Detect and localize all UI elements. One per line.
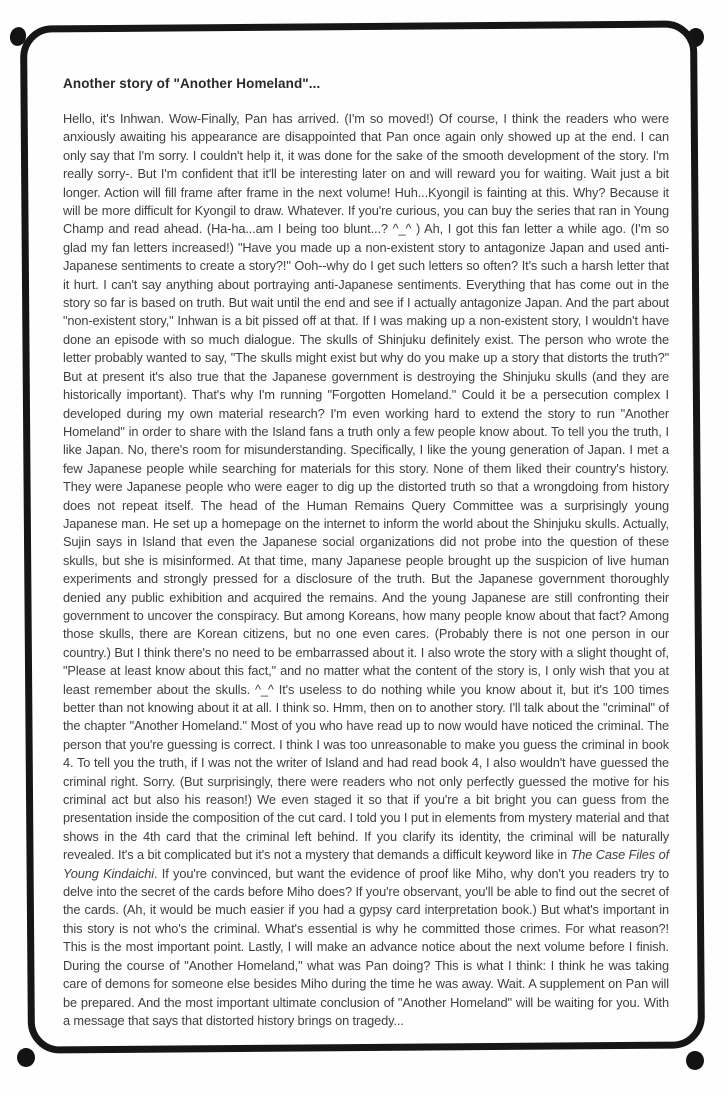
corner-dot-bottom-left <box>17 1048 35 1067</box>
corner-dot-bottom-right <box>686 1051 704 1070</box>
page-title: Another story of "Another Homeland"... <box>63 76 321 91</box>
author-note-text-part1: Hello, it's Inhwan. Wow-Finally, Pan has arrived. (I'm so moved!) Of course, I think the readers who were anxiously awaiting his appearance are disappointed that Pan once again only showed up at the end. I can only say that I'm sorry. I couldn't help it, it was done for the sake of the smooth development of the story. I'm really sorry-. But I'm confident that it'll be interesting later on and will reward you for waiting. Wait just a bit longer. Action will fill frame after frame in the next volume! Huh...Kyongil is fainting at this. Why? Because it will be more difficult for Kyongil to draw. Whatever. If you're curious, you can buy the series that ran in Young Champ and read ahead. (Ha-ha...am I being too blunt...? ^_^ ) Ah, I got this fan letter a while ago. (I'm so glad my fan letters increased!) "Have you made up a non-existent story to antagonize Japan and used anti-Japanese sentiments to create a story?!" Ooh--why do I get such letters so often? It's such a harsh letter that it hurt. I can't say anything about portraying anti-Japanese sentiments. Everything that has come out in the story so far is based on truth. But wait until the end and see if I actually antagonize Japan. And the part about "non-existent story," Inhwan is a bit pissed off at that. If I was making up a non-existent story, I wouldn't have done an episode with so much dialogue. The skulls of Shinjuku definitely exist. The person who wrote the letter probably wanted to say, "The skulls might exist but why do you make up a story that distorts the truth?" But at present it's also true that the Japanese government is destroying the Shinjuku skulls (and they are historically important). That's why I'm running "Forgotten Homeland." Could it be a persecution complex I developed during my own material research? I'm even working hard to extend the story to run "Another Homeland" in order to share with the Island fans a truth only a few people know about. To tell you the truth, I like Japan. No, there's room for misunderstanding. Specifically, I like the young generation of Japan. I met a few Japanese people while searching for materials for this story. None of them liked their country's history. They were Japanese people who were eager to dig up the distorted truth so that a wrongdoing from history does not repeat itself. The head of the Human Remains Query Committee was a surprisingly young Japanese man. He set up a homepage on the internet to inform the world about the Shinjuku skulls. Actually, Sujin says in Island that even the Japanese social organizations did not probe into the question of these skulls, but she is misinformed. At that time, many Japanese people brought up the suspicion of live human experiments and strongly pressed for a disclosure of the truth. But the Japanese government thoroughly denied any public exhibition and acquired the remains. And the young Japanese are still confronting their government to uncover the conspiracy. But among Koreans, how many people know about that fact? Among those skulls, there are Korean citizens, but no one even cares. (Probably there is not one person in our country.) But I think there's no need to be embarrassed about it. I also wrote the story with a slight thought of, "Please at least know about this fact," and no matter what the content of the story is, I only wish that you at least remember about the skulls. ^_^ It's useless to do nothing while you know about it, but it's 100 times better than not knowing about it at all. I think so. Hmm, then on to another story. I'll talk about the "criminal" of the chapter "Another Homeland." Most of you who have read up to now would have noticed the criminal. The person that you're guessing is correct. I think I was too unreasonable to make you guess the criminal in book 4. To tell you the truth, if I was not the writer of Island and had read book 4, I also wouldn't have guessed the criminal right. Sorry. (But surprisingly, there were readers who not only perfectly guessed the motive for his criminal act but also his reason!) We even staged it so that if you're a bit bright you can guess from the presentation inside the composition of the cut card. I told you I put in elements from mystery material and that shows in the 4th card that the criminal left behind. If you clarify its identity, the criminal will be naturally revealed. It's a bit complicated but it's not a mystery that demands a difficult keyword like in <box>63 111 669 863</box>
author-note-paragraph <box>63 110 669 1030</box>
book-title-italic: The Case Files of Young Kindaichi <box>63 847 669 881</box>
page-content <box>63 76 669 1030</box>
author-note-text-part2: . If you're convinced, but want the evidence of proof like Miho, why don't you readers try to delve into the secret of the cards before Miho does? If you're observant, you'll be able to find out the secret of the cards. (Ah, it would be much easier if you had a gypsy card interpretation book.) But what's important in this story is not who's the criminal. What's essential is why he committed those crimes. For what reason?! This is the most important point. Lastly, I will make an advance notice about the next volume before I finish. During the course of "Another Homeland," what was Pan doing? This is what I think: I think he was taking care of demons for someone else besides Miho during the time he was away. Wait. A supplement on Pan will be prepared. And the most important ultimate conclusion of "Another Homeland" will be waiting for you. With a message that says that distorted history brings on tragedy... <box>63 865 669 1028</box>
